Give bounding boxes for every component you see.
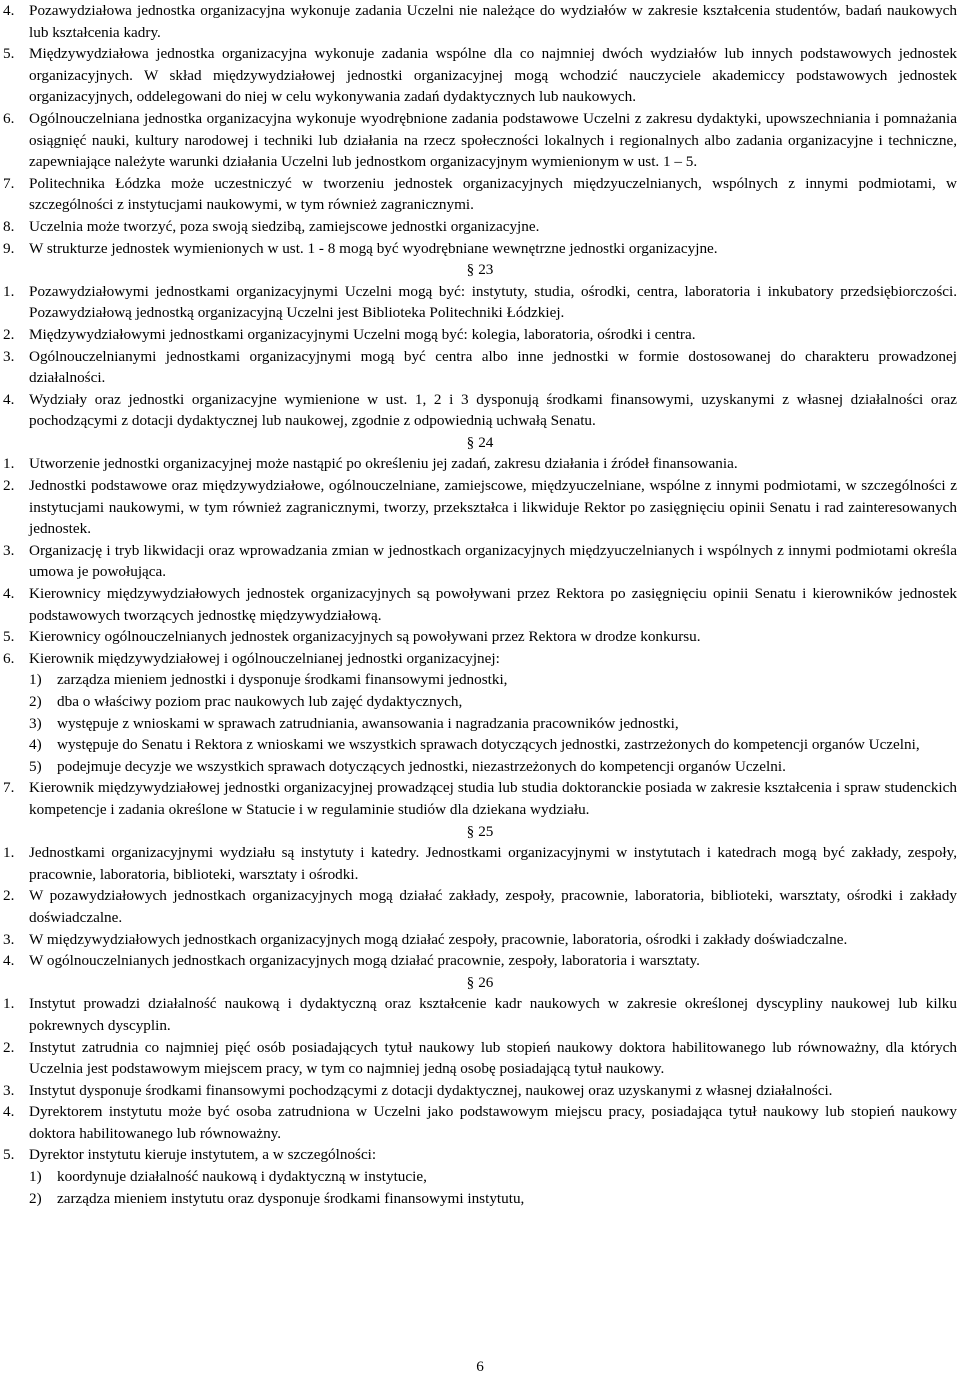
subitem-text: dba o właściwy poziom prac naukowych lub zajęć dydaktycznych, xyxy=(57,693,463,710)
list-subitem xyxy=(3,756,957,778)
paragraph-number: 2. xyxy=(3,477,15,495)
paragraph-text: Międzywydziałowa jednostka organizacyjna wykonuje zadania wspólne dla co najmniej dwóch wydziałów lub innych podstawowych jednostek organizacyjnych. W skład międzywydziałowej jednostki organizacyjnej mogą wchodzić nauczyciele akademiccy podstawowych jednostek organizacyjnych, oddelegowani do niej w celu wykonywania zadań dydaktycznych lub naukowych. xyxy=(29,45,957,106)
section-symbol: § xyxy=(466,261,475,279)
paragraph-number: 5. xyxy=(3,45,15,63)
paragraph-number: 2. xyxy=(3,887,15,905)
paragraph-number: 7. xyxy=(3,174,15,192)
paragraph-text: W pozawydziałowych jednostkach organizacyjnych mogą działać zakłady, zespoły, pracownie, laboratoria, biblioteki, warsztaty, ośrodki i zakłady doświadczalne. xyxy=(29,887,957,926)
subitem-number: 1) xyxy=(29,671,42,689)
section-heading xyxy=(3,432,957,454)
paragraph-text: W ogólnouczelnianych jednostkach organizacyjnych mogą działać pracownie, zespoły, laboratoria i warsztaty. xyxy=(29,952,700,970)
paragraph-text: Uczelnia może tworzyć, poza swoją siedzibą, zamiejscowe jednostki organizacyjne. xyxy=(29,217,540,235)
numbered-paragraph xyxy=(3,993,957,1036)
numbered-paragraph xyxy=(3,885,957,928)
subitem-text: występuje do Senatu i Rektora z wnioskami we wszystkich sprawach dotyczących jednostki, zastrzeżonych do kompetencji organów Uczelni, xyxy=(57,736,920,754)
paragraph-text: Ogólnouczelnianymi jednostkami organizacyjnymi mogą być centra albo inne jednostki w formie dostosowanej do charakteru prowadzonej działalności. xyxy=(29,347,957,387)
paragraph-number: 3. xyxy=(3,541,15,559)
subitem-text: koordynuje działalność naukową i dydaktyczną w instytucie, xyxy=(57,1168,427,1186)
numbered-paragraph xyxy=(3,950,957,972)
paragraph-number: 2. xyxy=(3,1038,15,1056)
paragraph-number: 6. xyxy=(3,109,15,127)
subitem-text: zarządza mieniem jednostki i dysponuje środkami finansowymi jednostki, xyxy=(57,671,508,689)
list-subitem xyxy=(3,691,957,713)
list-subitem xyxy=(3,713,957,735)
numbered-paragraph xyxy=(3,216,957,238)
paragraph-number: 4. xyxy=(3,2,15,19)
numbered-paragraph xyxy=(3,540,957,583)
paragraph-number: 4. xyxy=(3,390,15,408)
paragraph-text: Pozawydziałowymi jednostkami organizacyjnymi Uczelni mogą być: instytuty, studia, ośrodki, centra, laboratoria i inkubatory przedsiębiorczości. Pozawydziałową jednostką organizacyjną Uczelni jest Biblioteka Politechniki Łódzkiej. xyxy=(29,282,957,322)
paragraph-text: Organizację i tryb likwidacji oraz wprowadzania zmian w jednostkach organizacyjnych międzyuczelnianych i wspólnych z innymi podmiotami określa umowa je powołująca. xyxy=(29,541,957,581)
paragraph-number: 8. xyxy=(3,217,15,235)
paragraph-number: 5. xyxy=(3,1146,15,1164)
paragraph-text: Międzywydziałowymi jednostkami organizacyjnymi Uczelni mogą być: kolegia, laboratoria, ośrodki i centra. xyxy=(29,325,696,343)
list-subitem xyxy=(3,1188,957,1210)
numbered-paragraph xyxy=(3,324,957,346)
numbered-paragraph xyxy=(3,453,957,475)
subitem-number: 2) xyxy=(29,1189,42,1207)
paragraph-number: 1. xyxy=(3,282,15,300)
section-symbol: § xyxy=(466,973,475,991)
paragraph-text: Kierownik międzywydziałowej jednostki organizacyjnej prowadzącej studia lub studia doktoranckie posiada w zakresie kształcenia i spraw studenckich kompetencje i zadania określone w Statucie i w regulaminie studiów dla dziekana wydziału. xyxy=(29,779,957,818)
subitem-number: 4) xyxy=(29,736,42,754)
paragraph-number: 2. xyxy=(3,325,15,343)
numbered-paragraph xyxy=(3,648,957,670)
numbered-paragraph xyxy=(3,1037,957,1080)
subitem-number: 2) xyxy=(29,693,42,710)
numbered-paragraph xyxy=(3,389,957,432)
paragraph-text: Instytut prowadzi działalność naukową i dydaktyczną oraz kształcenie kadr naukowych w zakresie określonej dyscypliny naukowej lub kilku pokrewnych dyscyplin. xyxy=(29,995,957,1034)
paragraph-number: 4. xyxy=(3,585,15,603)
numbered-paragraph xyxy=(3,173,957,216)
paragraph-text: W strukturze jednostek wymienionych w ust. 1 - 8 mogą być wyodrębniane wewnętrzne jednostki organizacyjne. xyxy=(29,239,718,257)
list-subitem xyxy=(3,669,957,691)
paragraph-number: 3. xyxy=(3,347,15,365)
paragraph-number: 7. xyxy=(3,779,15,797)
paragraph-text: Utworzenie jednostki organizacyjnej może nastąpić po określeniu jej zadań, zakresu działania i źródeł finansowania. xyxy=(29,455,738,473)
subitem-number: 3) xyxy=(29,714,42,732)
numbered-paragraph xyxy=(3,281,957,324)
paragraph-number: 1. xyxy=(3,995,15,1013)
paragraph-text: W międzywydziałowych jednostkach organizacyjnych mogą działać zespoły, pracownie, laboratoria, ośrodki i zakłady doświadczalne. xyxy=(29,930,848,948)
section-symbol: § xyxy=(466,822,475,840)
subitem-text: podejmuje decyzje we wszystkich sprawach dotyczących jednostki, niezastrzeżonych do kompetencji organów Uczelni. xyxy=(57,757,786,775)
list-subitem xyxy=(3,734,957,756)
section-heading xyxy=(3,821,957,843)
paragraph-number: 9. xyxy=(3,239,15,257)
numbered-paragraph xyxy=(3,1080,957,1102)
paragraph-number: 4. xyxy=(3,952,15,970)
list-subitem xyxy=(3,1166,957,1188)
numbered-paragraph xyxy=(3,238,957,260)
numbered-paragraph xyxy=(3,777,957,820)
numbered-paragraph xyxy=(3,475,957,540)
subitem-text: występuje z wnioskami w sprawach zatrudniania, awansowania i nagradzania pracowników jednostki, xyxy=(57,714,679,732)
subitem-number: 5) xyxy=(29,757,42,775)
paragraph-text: Instytut dysponuje środkami finansowymi pochodzącymi z dotacji dydaktycznej, naukowej oraz uzyskanymi z własnej działalności. xyxy=(29,1081,833,1099)
page-number: 6 xyxy=(476,1358,484,1375)
paragraph-number: 1. xyxy=(3,455,15,473)
numbered-paragraph xyxy=(3,1144,957,1166)
subitem-number: 1) xyxy=(29,1168,42,1186)
paragraph-text: Kierownicy ogólnouczelnianych jednostek organizacyjnych są powoływani przez Rektora w drodze konkursu. xyxy=(29,628,701,646)
section-symbol: § xyxy=(466,433,475,451)
paragraph-text: Kierownicy międzywydziałowych jednostek organizacyjnych są powoływani przez Rektora po zasięgnięciu opinii Senatu i kierowników jednostek podstawowych tworzących jednostkę międzywydziałową. xyxy=(29,585,957,624)
paragraph-text: Wydziały oraz jednostki organizacyjne wymienione w ust. 1, 2 i 3 dysponują środkami finansowymi, uzyskanymi z własnej działalności oraz pochodzącymi z dotacji dydaktycznej lub naukowej, zgodnie z odpowiednią uchwałą Senatu. xyxy=(29,390,957,430)
paragraph-text: Dyrektorem instytutu może być osoba zatrudniona w Uczelni jako podstawowym miejscu pracy, posiadająca tytuł naukowy lub stopień naukowy doktora habilitowanego lub równoważny. xyxy=(29,1103,957,1142)
paragraph-number: 3. xyxy=(3,930,15,948)
section-heading xyxy=(3,259,957,281)
paragraph-number: 3. xyxy=(3,1081,15,1099)
numbered-paragraph xyxy=(3,583,957,626)
section-heading xyxy=(3,972,957,994)
paragraph-text: Dyrektor instytutu kieruje instytutem, a w szczególności: xyxy=(29,1146,377,1164)
section-number: 23 xyxy=(478,261,494,279)
paragraph-number: 6. xyxy=(3,649,15,667)
paragraph-text: Jednostki podstawowe oraz międzywydziałowe, ogólnouczelniane, zamiejscowe, międzyuczelniane, wspólne z innymi podmiotami, w szczególności z instytucjami naukowymi, w tym również zagranicznymi, tworzy, przekształca i likwiduje Rektor po zasięgnięciu opinii Senatu i rad zainteresowanych jednostek. xyxy=(29,477,957,538)
section-number: 26 xyxy=(478,973,494,991)
paragraph-number: 1. xyxy=(3,844,15,862)
paragraph-text: Ogólnouczelniana jednostka organizacyjna wykonuje wyodrębnione zadania podstawowe Uczelni z zakresu dydaktyki, upowszechniania i pomnażania osiągnięć nauki, kultury narodowej i techniki lub działania na rzecz społeczności lokalnych i regionalnych albo zadania organizacyjne i techniczne, zapewniające należyte warunki działania Uczelni lub jednostkom organizacyjnym wymienionym w ust. 1 – 5. xyxy=(29,109,957,171)
numbered-paragraph xyxy=(3,842,957,885)
numbered-paragraph xyxy=(3,0,957,43)
paragraph-text: Pozawydziałowa jednostka organizacyjna wykonuje zadania Uczelni nie należące do wydziałów w zakresie kształcenia studentów, badań naukowych lub kształcenia kadry. xyxy=(29,2,957,41)
numbered-paragraph xyxy=(3,929,957,951)
numbered-paragraph xyxy=(3,626,957,648)
paragraph-number: 4. xyxy=(3,1103,15,1121)
subitem-text: zarządza mieniem instytutu oraz dysponuje środkami finansowymi instytutu, xyxy=(57,1189,525,1207)
paragraph-text: Kierownik międzywydziałowej i ogólnouczelnianej jednostki organizacyjnej: xyxy=(29,649,500,667)
numbered-paragraph xyxy=(3,108,957,173)
paragraph-text: Instytut zatrudnia co najmniej pięć osób posiadających tytuł naukowy lub stopień naukowy doktora habilitowanego lub równoważny, dla których Uczelnia jest podstawowym miejscem pracy, w tym co najmniej jedną osobę posiadającą tytuł naukowy. xyxy=(29,1038,957,1078)
numbered-paragraph xyxy=(3,346,957,389)
paragraph-number: 5. xyxy=(3,628,15,646)
paragraph-text: Jednostkami organizacyjnymi wydziału są instytuty i katedry. Jednostkami organizacyjnymi w instytutach i katedrach mogą być zakłady, zespoły, pracownie, laboratoria, biblioteki, warsztaty i ośrodki. xyxy=(29,844,957,883)
numbered-paragraph xyxy=(3,1101,957,1144)
section-number: 24 xyxy=(478,433,494,451)
section-number: 25 xyxy=(478,822,494,840)
paragraph-text: Politechnika Łódzka może uczestniczyć w tworzeniu jednostek organizacyjnych międzyuczelnianych, wspólnych z innymi podmiotami, w szczególności z instytucjami naukowymi, w tym również zagranicznymi. xyxy=(29,174,957,214)
numbered-paragraph xyxy=(3,43,957,108)
